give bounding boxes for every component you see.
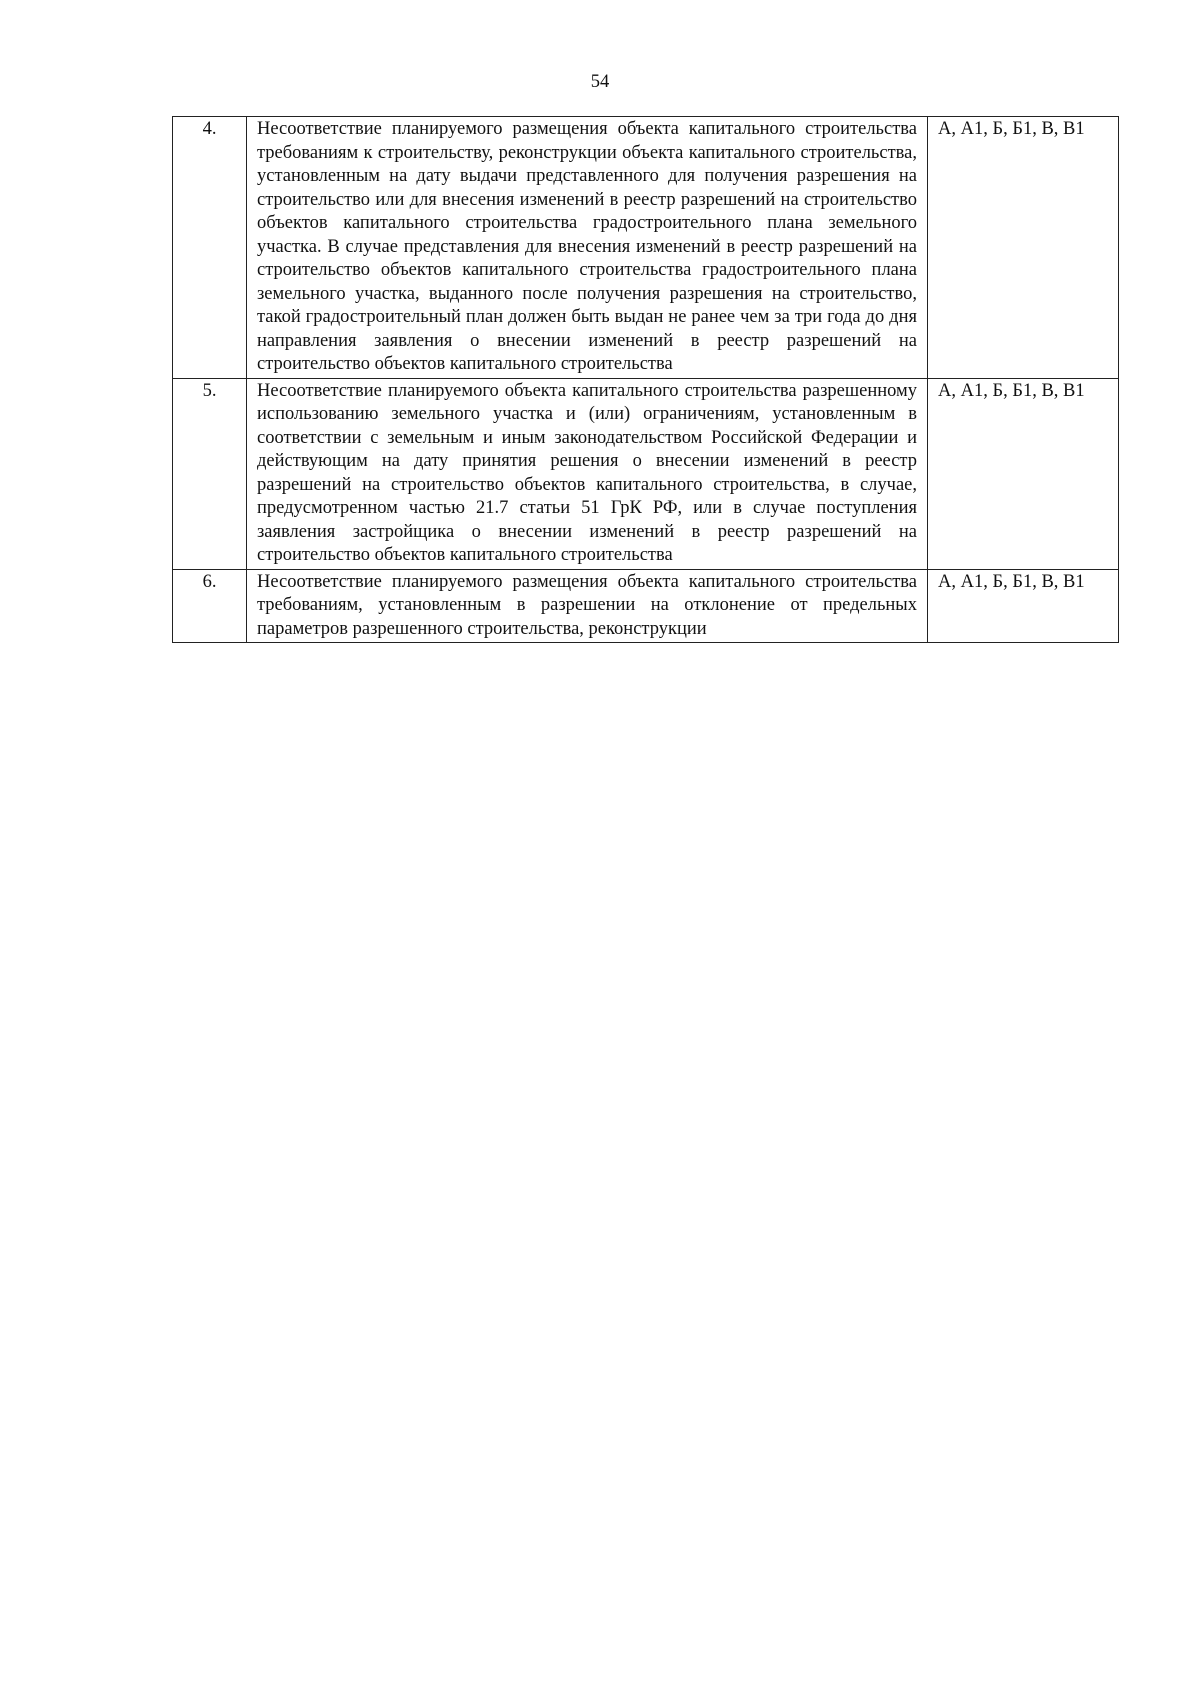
row-text: Несоответствие планируемого размещения объекта капитального строительства требованиям, установленным в разрешении на отклонение от предельных параметров разрешенного строительства, реконструкции xyxy=(247,569,928,643)
row-codes: А, А1, Б, Б1, В, В1 xyxy=(928,378,1119,569)
row-codes: А, А1, Б, Б1, В, В1 xyxy=(928,569,1119,643)
row-text: Несоответствие планируемого размещения объекта капитального строительства требованиям к строительству, реконструкции объекта капитального строительства, установленным на дату выдачи представленного для получения разрешения на строительство или для внесения изменений в реестр разрешений на строительство объектов капитального строительства градостроительного плана земельного участка. В случае представления для внесения изменений в реестр разрешений на строительство объектов капитального строительства градостроительного плана земельного участка, выданного после получения разрешения на строительство, такой градостроительный план должен быть выдан не ранее чем за три года до дня направления заявления о внесении изменений в реестр разрешений на строительство объектов капитального строительства xyxy=(247,117,928,379)
row-number: 6. xyxy=(173,569,247,643)
table-row xyxy=(173,117,1119,379)
requirements-table xyxy=(172,116,1119,643)
table-row xyxy=(173,378,1119,569)
page-number: 54 xyxy=(590,72,610,92)
table-row xyxy=(173,569,1119,643)
row-number: 4. xyxy=(173,117,247,379)
row-number: 5. xyxy=(173,378,247,569)
row-codes: А, А1, Б, Б1, В, В1 xyxy=(928,117,1119,379)
row-text: Несоответствие планируемого объекта капитального строительства разрешенному использованию земельного участка и (или) ограничениям, установленным в соответствии с земельным и иным законодательством Российской Федерации и действующим на дату принятия решения о внесении изменений в реестр разрешений на строительство объектов капитального строительства, в случае, предусмотренном частью 21.7 статьи 51 ГрК РФ, или в случае поступления заявления застройщика о внесении изменений в реестр разрешений на строительство объектов капитального строительства xyxy=(247,378,928,569)
